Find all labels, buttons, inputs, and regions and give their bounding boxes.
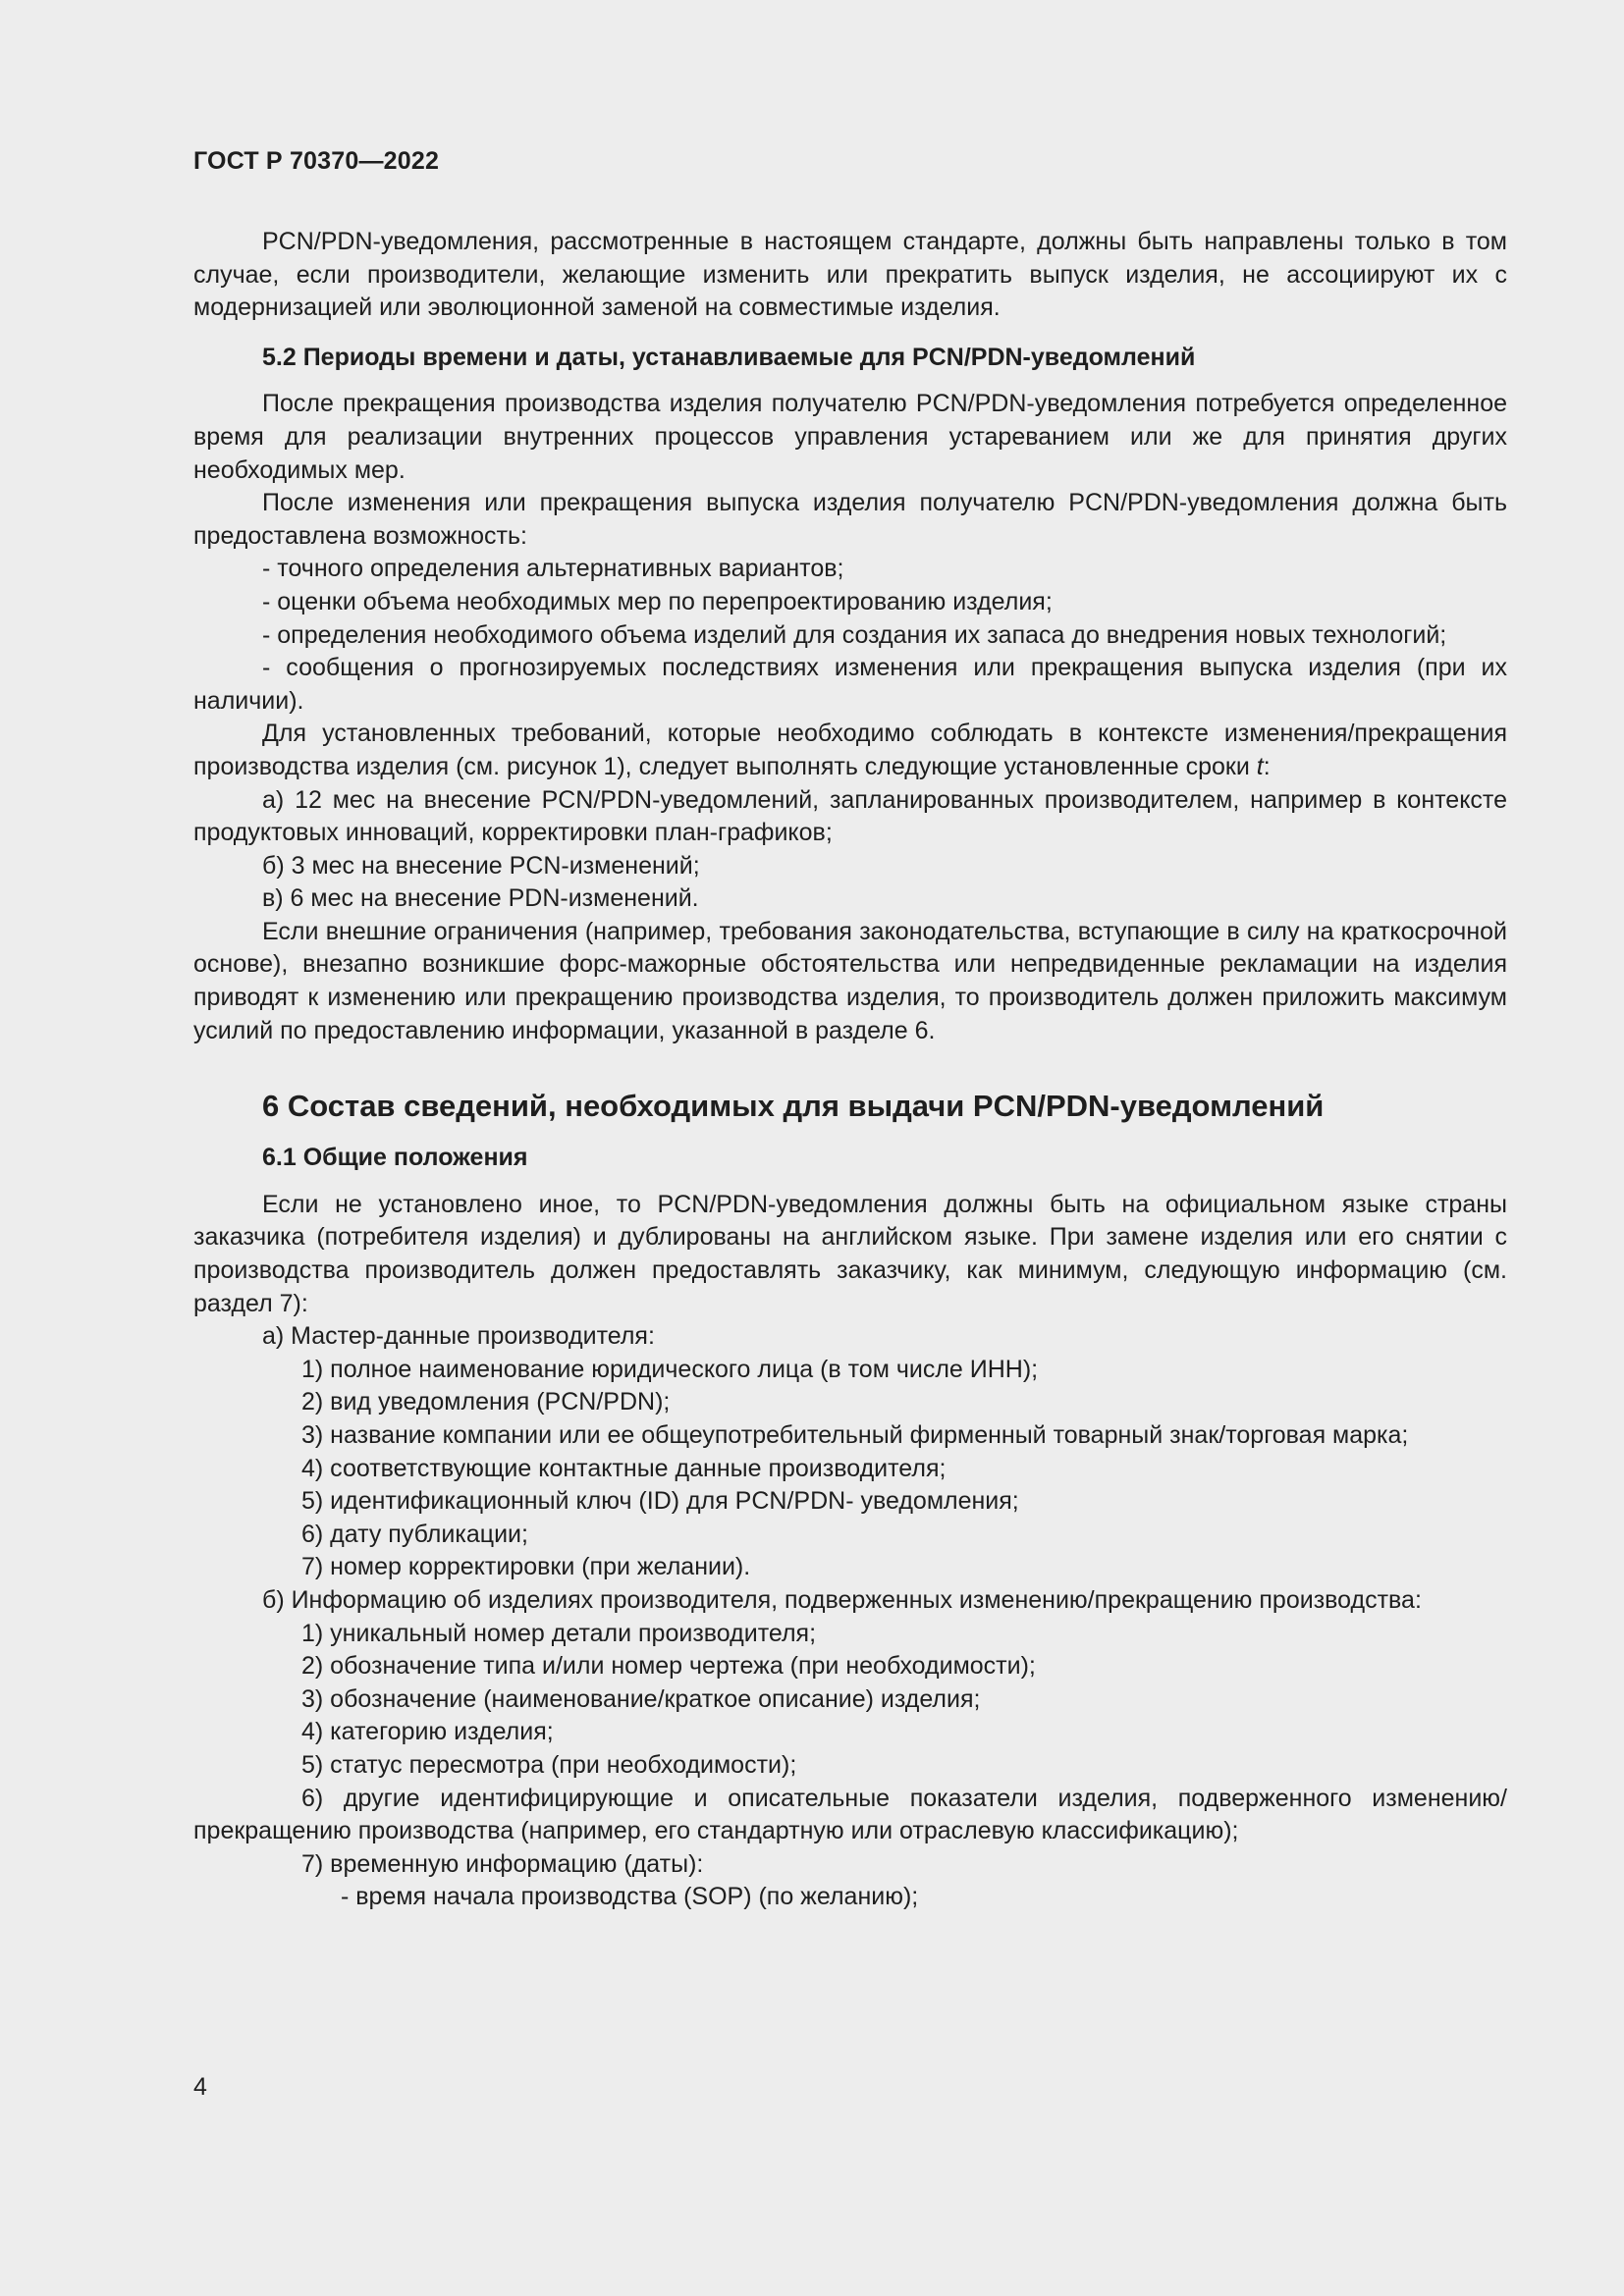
sub-list-item: 6) дату публикации; [301,1520,528,1548]
sub-list-item: 5) статус пересмотра (при необходимости); [301,1750,797,1779]
list-item: - точного определения альтернативных вариантов; [262,555,844,583]
paragraph: Если не установлено иное, то PCN/PDN-уведомления должны быть на официальном языке страны заказчика (потребителя изделия) и дублированы на английском языке. При замене изделия или его снятии с производства производитель должен предоставлять заказчику, как минимум, следующую информацию (см. раздел 7): [193,1190,1507,1317]
sub-list-item: 4) соответствующие контактные данные производителя; [301,1454,947,1482]
sub-list-item: 5) идентификационный ключ (ID) для PCN/PDN- уведомления; [301,1487,1019,1516]
sub-sub-list-item: - время начала производства (SOP) (по желанию); [341,1883,919,1911]
list-item: - определения необходимого объема изделий для создания их запаса до внедрения новых технологий; [262,620,1447,649]
paragraph-text: Для установленных требований, которые необходимо соблюдать в контексте изменения/прекращения производства изделия (см. рисунок 1), следует выполнять следующие установленные сроки [193,720,1507,780]
list-item: - оценки объема необходимых мер по перепроектированию изделия; [262,587,1053,615]
sub-list-item: 1) полное наименование юридического лица (в том числе ИНН); [301,1355,1039,1383]
list-item: б) 3 мес на внесение PCN-изменений; [262,851,700,880]
sub-list-item: 2) обозначение типа и/или номер чертежа (при необходимости); [301,1652,1036,1681]
paragraph: Если внешние ограничения (например, требования законодательства, вступающие в силу на краткосрочной основе), внезапно возникшие форс-мажорные обстоятельства или непредвиденные рекламации на изделия приводят к изменению или прекращению производства изделия, то производитель должен приложить максимум усилий по предоставлению информации, указанной в разделе 6. [193,917,1507,1044]
document-header: ГОСТ Р 70370—2022 [193,147,440,175]
list-item: а) 12 мес на внесение PCN/PDN-уведомлений, запланированных производителем, например в контексте продуктовых инноваций, корректировки план-графиков; [193,785,1507,847]
paragraph: После изменения или прекращения выпуска изделия получателю PCN/PDN-уведомления должна быть предоставлена возможность: [193,489,1507,550]
sub-list-item: 3) название компании или ее общеупотребительный фирменный товарный знак/торговая марка; [301,1421,1409,1449]
sub-list-item: 4) категорию изделия; [301,1718,554,1746]
list-item: б) Информацию об изделиях производителя, подверженных изменению/прекращению производства: [262,1585,1422,1614]
variable-t: t [1256,752,1264,780]
list-item: в) 6 мес на внесение PDN-изменений. [262,884,699,913]
sub-list-item: 6) другие идентифицирующие и описательные показатели изделия, подверженного изменению/прекращению производства (например, его стандартную или отраслевую классификацию); [193,1784,1507,1845]
paragraph [193,718,1507,783]
section-heading-5-2: 5.2 Периоды времени и даты, устанавливаемые для PCN/PDN-уведомлений [262,343,1196,371]
section-heading-6-1: 6.1 Общие положения [262,1144,528,1172]
sub-list-item: 1) уникальный номер детали производителя; [301,1619,817,1647]
paragraph-end: : [1263,752,1271,780]
paragraph: После прекращения производства изделия получателю PCN/PDN-уведомления потребуется определенное время для реализации внутренних процессов управления устареванием или же для принятия других необходимых мер. [193,390,1507,484]
list-item: - сообщения о прогнозируемых последствиях изменения или прекращения выпуска изделия (при их наличии). [193,654,1507,715]
paragraph: PCN/PDN-уведомления, рассмотренные в настоящем стандарте, должны быть направлены только в том случае, если производители, желающие изменить или прекратить выпуск изделия, не ассоциируют их с модернизацией или эволюционной заменой на совместимые изделия. [193,228,1507,322]
document-body [193,226,1507,1914]
sub-list-item: 2) вид уведомления (PCN/PDN); [301,1388,671,1416]
page-number: 4 [193,2073,207,2101]
list-item: а) Мастер-данные производителя: [262,1322,655,1351]
section-heading-6: 6 Состав сведений, необходимых для выдачи PCN/PDN-уведомлений [262,1089,1325,1124]
sub-list-item: 3) обозначение (наименование/краткое описание) изделия; [301,1684,981,1713]
sub-list-item: 7) номер корректировки (при желании). [301,1553,751,1581]
sub-list-item: 7) временную информацию (даты): [301,1849,704,1878]
